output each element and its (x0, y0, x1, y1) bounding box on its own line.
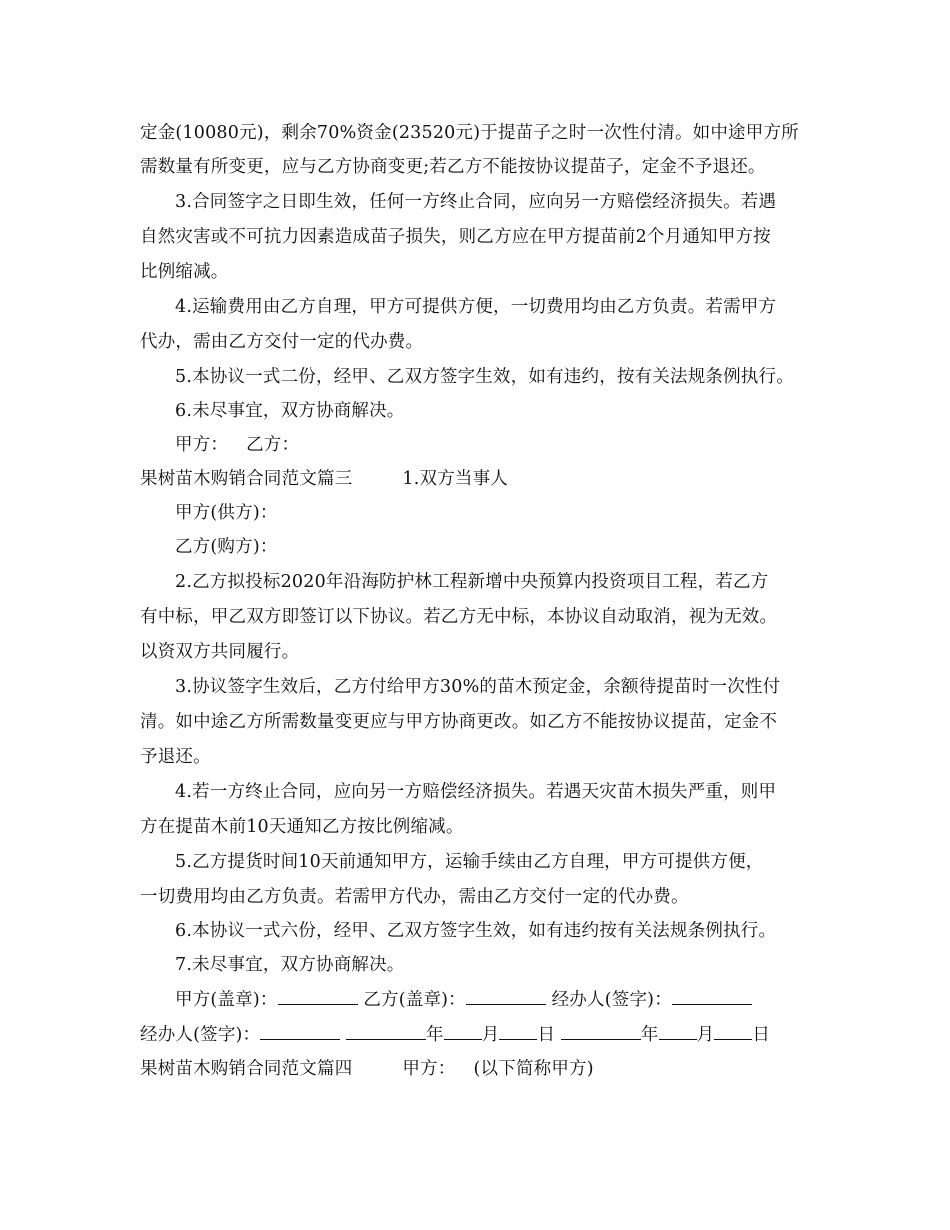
party-a-label: 甲方： (175, 435, 229, 455)
month-label: 月 (696, 1025, 715, 1045)
section-heading-line (140, 1052, 830, 1086)
agent-sign-label: 经办人(签字)： (551, 990, 672, 1010)
agent-sign-label: 经办人(签字)： (140, 1025, 261, 1045)
paragraph-line: 清。如中途乙方所需数量变更应与甲方协商更改。如乙方不能按协议提苗，定金不 (140, 712, 778, 732)
paragraph-line: 有中标，甲乙双方即签订以下协议。若乙方无中标，本协议自动取消，视为无效。 (140, 607, 778, 627)
fill-blank (672, 986, 752, 1005)
signature-line (175, 983, 830, 1017)
signature-line (175, 428, 830, 462)
fill-blank (659, 1021, 697, 1040)
fill-blank (444, 1021, 482, 1040)
section-title: 果树苗木购销合同范文篇三 (140, 469, 353, 489)
paragraph-line: 乙方(购方)： (175, 537, 278, 557)
year-label: 年 (426, 1025, 444, 1045)
paragraph-line: 方在提苗木前10天通知乙方按比例缩减。 (140, 817, 464, 837)
day-label: 日 (752, 1025, 771, 1045)
fill-blank (346, 1021, 426, 1040)
paragraph-line: 甲方(供方)： (175, 503, 278, 523)
party-b-seal-label: 乙方(盖章)： (363, 990, 466, 1010)
year-label: 年 (640, 1025, 659, 1045)
paragraph-line: 5.乙方提货时间10天前通知甲方，运输手续由乙方自理，甲方可提供方便， (175, 852, 764, 872)
paragraph-line: 自然灾害或不可抗力因素造成苗子损失，则乙方应在甲方提苗前2个月通知甲方按 (140, 227, 771, 247)
paragraph-line: 7.未尽事宜，双方协商解决。 (175, 955, 405, 975)
paragraph-line: 3.合同签字之日即生效，任何一方终止合同，应向另一方赔偿经济损失。若遇 (175, 192, 777, 212)
fill-blank (260, 1021, 340, 1040)
paragraph-line: 比例缩减。 (140, 262, 229, 282)
section-heading-line (140, 462, 830, 496)
paragraph-line: 6.未尽事宜，双方协商解决。 (175, 401, 405, 421)
paragraph-line: 3.协议签字生效后，乙方付给甲方30%的苗木预定金，余额待提苗时一次性付 (175, 677, 781, 697)
fill-blank (714, 1021, 752, 1040)
section-first-item: 1.双方当事人 (402, 469, 509, 489)
signature-line (140, 1018, 830, 1052)
paragraph-line: 需数量有所变更，应与乙方协商变更;若乙方不能按协议提苗子，定金不予退还。 (140, 157, 766, 177)
paragraph-line: 以资双方共同履行。 (140, 642, 300, 662)
fill-blank (466, 986, 546, 1005)
paragraph-line: 定金(10080元)，剩余70%资金(23520元)于提苗子之时一次性付清。如中途甲方所 (140, 123, 799, 143)
fill-blank (561, 1021, 641, 1040)
party-b-label: 乙方： (246, 435, 300, 455)
party-a-seal-label: 甲方(盖章)： (175, 990, 278, 1010)
paragraph-line: 6.本协议一式六份，经甲、乙双方签字生效，如有违约按有关法规条例执行。 (175, 921, 777, 941)
day-label: 日 (537, 1025, 556, 1045)
paragraph-line: 4.若一方终止合同，应向另一方赔偿经济损失。若遇天灾苗木损失严重，则甲 (175, 782, 777, 802)
party-a-note: (以下简称甲方) (473, 1059, 594, 1079)
fill-blank (499, 1021, 537, 1040)
paragraph-line: 一切费用均由乙方负责。若需甲方代办，需由乙方交付一定的代办费。 (140, 887, 689, 907)
paragraph-line: 予退还。 (140, 747, 211, 767)
paragraph-line: 代办，需由乙方交付一定的代办费。 (140, 332, 424, 352)
fill-blank (278, 986, 358, 1005)
section-title: 果树苗木购销合同范文篇四 (140, 1059, 353, 1079)
party-a-label: 甲方： (402, 1059, 456, 1079)
paragraph-line: 4.运输费用由乙方自理，甲方可提供方便，一切费用均由乙方负责。若需甲方 (175, 297, 777, 317)
month-label: 月 (481, 1025, 500, 1045)
paragraph-line: 2.乙方拟投标2020年沿海防护林工程新增中央预算内投资项目工程，若乙方 (175, 572, 769, 592)
paragraph-line: 5.本协议一式二份，经甲、乙双方签字生效，如有违约，按有关法规条例执行。 (175, 367, 794, 387)
